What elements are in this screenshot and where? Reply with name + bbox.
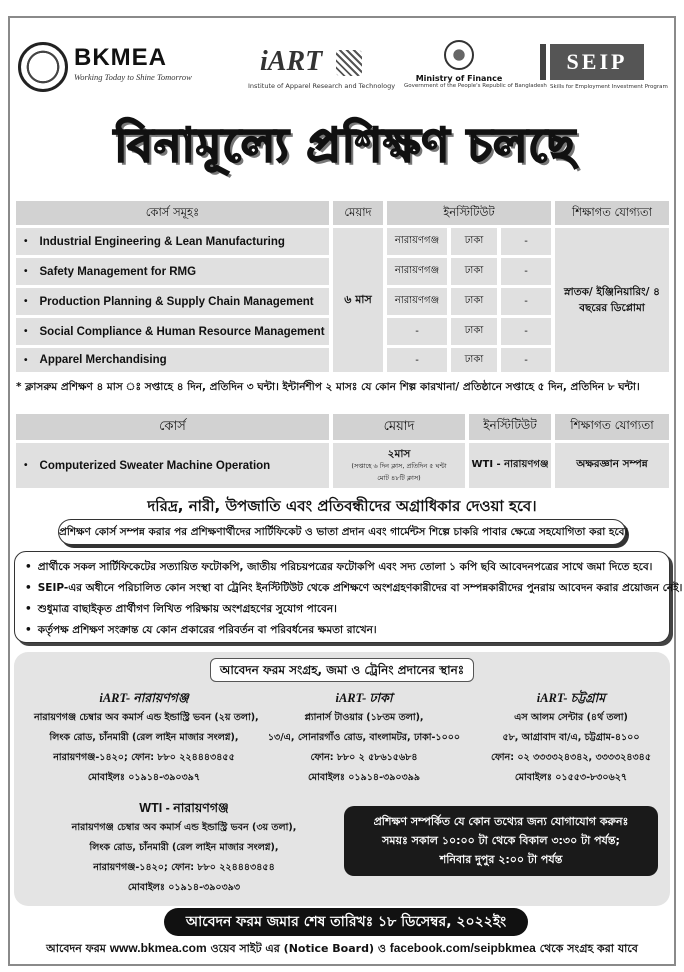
institute-cell: ঢাকা <box>451 258 497 285</box>
bkmea-website-link[interactable]: www.bkmea.com <box>109 941 207 955</box>
schedule-note: * ক্লাসরুম প্রশিক্ষণ ৪ মাস ঃ সপ্তাহে ৪ দিন, প্রতিদিন ৩ ঘন্টা। ইন্টার্নশীপ ২ মাসঃ যে কোন শিল্প কারখানা/ প্রতিষ্ঠানে সপ্তাহে ৫ দিন, প্রতিদিন ৮ ঘন্টা। <box>16 381 640 393</box>
list-item: • SEIP-এর অধীনে পরিচালিত কোন সংস্থা বা ট্রেনিং ইনস্টিটিউট থেকে প্রশিক্ষণে অংশগ্রহণকারীদের বা সম্পন্নকারীদের পুনরায় আবেদন করার প্রয়োজন নেই। <box>25 578 659 599</box>
institute-cell: নারায়ণগঞ্জ <box>387 228 447 255</box>
duration-cell: ৬ মাস <box>333 228 383 372</box>
application-deadline: আবেদন ফরম জমার শেষ তারিখঃ ১৮ ডিসেম্বর, ২০২২ইং <box>164 908 528 936</box>
course-name: Production Planning & Supply Chain Management <box>39 295 314 308</box>
institute-cell: - <box>501 288 551 315</box>
address-wti-narayanganj: WTI - নারায়ণগঞ্জ নারায়ণগঞ্জ চেম্বার অব কমার্স এন্ড ইন্ডাস্ট্রি ভবন (৩য় তলা), লিংক রোড, চাঁনমারী (রেল লাইন মাজার সংলগ্ন), নারায়ণগঞ্জ-১৪২০; ফোন: ৮৮০ ২২৪৪৪৩৪৫৪ মোবাইলঃ ০১৯১৪-৩৯০৩৯৩ <box>71 801 297 893</box>
institute-cell: - <box>387 318 447 345</box>
qualification-cell: স্নাতক/ ইঞ্জিনিয়ারিং/ ৪ বছরের ডিপ্লোমা <box>555 228 669 372</box>
contact-hours-box: প্রশিক্ষণ সম্পর্কিত যে কোন তথ্যের জন্য যোগাযোগ করুনঃ সময়ঃ সকাল ১০:০০ টা থেকে বিকাল ৩:৩০ টা পর্যন্ত; শনিবার দুপুর ২:০০ টা পর্যন্ত <box>344 806 658 876</box>
course-name: Industrial Engineering & Lean Manufacturing <box>39 235 285 248</box>
seip-logo <box>540 44 668 100</box>
iart-logo <box>248 46 396 96</box>
qualification-cell: অক্ষরজ্ঞান সম্পন্ন <box>555 443 669 488</box>
course-name: Apparel Merchandising <box>39 354 167 366</box>
iart-mark-icon <box>336 50 362 76</box>
bkmea-logo <box>18 40 198 96</box>
headline: বিনামূল্যে প্রশিক্ষণ চলছে <box>114 118 576 172</box>
address-iart-dhaka: iART- ঢাকা প্ল্যানার্স টাওয়ার (১৮তম তলা), ১৩/এ, সোনারগাঁও রোড, বাংলামটর, ঢাকা-১০০০ ফোন: ৮৮০ ২ ৫৮৬১৫৬৮৪ মোবাইলঃ ০১৯১৪-৩৯০৩৯৯ <box>267 691 461 783</box>
government-emblem-icon <box>444 40 474 70</box>
duration-detail: (সপ্তাহে ৬ দিন ক্লাস, প্রতিদিন ৫ ঘন্টা <box>351 461 447 470</box>
col-header-course: কোর্স সমূহঃ <box>16 201 329 225</box>
benefit-statement: প্রশিক্ষণ কোর্স সম্পন্ন করার পর প্রশিক্ষণার্থীদের সার্টিফিকেট ও ভাতা প্রদান এবং গার্মেন্টস শিল্পে চাকরি পাবার ক্ষেত্রে সহযোগিতা করা হবে। <box>58 519 626 545</box>
institute-cell: ঢাকা <box>451 288 497 315</box>
priority-statement: দরিদ্র, নারী, উপজাতি এবং প্রতিবন্ধীদের অগ্রাধিকার দেওয়া হবে। <box>147 497 537 515</box>
col-header-qualification: শিক্ষাগত যোগ্যতা <box>555 201 669 225</box>
footer-note: আবেদন ফরম www.bkmea.com ওয়েব সাইট এর (Notice Board) ও facebook.com/seipbkmea থেকে সংগ্রহ করা যাবে <box>46 941 638 955</box>
col-header-duration: মেয়াদ <box>333 201 383 225</box>
col-header-institute: ইনস্টিটিউট <box>469 414 551 440</box>
col-header-course: কোর্স <box>16 414 329 440</box>
col-header-duration: মেয়াদ <box>333 414 465 440</box>
list-item: • শুধুমাত্র বাছাইকৃত প্রার্থীগণ লিখিত পরিক্ষায় অংশগ্রহণের সুযোগ পাবেন। <box>25 599 659 620</box>
table-row: • Apparel Merchandising <box>16 348 329 372</box>
institute-cell: - <box>501 258 551 285</box>
institute-cell: - <box>501 228 551 255</box>
institute-cell: - <box>501 318 551 345</box>
facebook-page-link[interactable]: facebook.com/seipbkmea <box>389 941 536 955</box>
table-row: • Safety Management for RMG <box>16 258 329 285</box>
institute-cell: ঢাকা <box>451 228 497 255</box>
address-section-title: আবেদন ফরম সংগ্রহ, জমা ও ট্রেনিং প্রদানের স্থানঃ <box>210 658 474 682</box>
duration-main: ২মাস <box>387 447 411 460</box>
table-row: • Computerized Sweater Machine Operation <box>16 443 329 488</box>
iart-subtitle: Institute of Apparel Research and Technology <box>248 82 396 90</box>
duration-detail: মোট ৪৮টি ক্লাস) <box>377 473 421 482</box>
duration-cell <box>333 443 465 488</box>
course-name: Safety Management for RMG <box>39 265 197 278</box>
table-row: • Production Planning & Supply Chain Management <box>16 288 329 315</box>
address-iart-narayanganj: iART- নারায়ণগঞ্জ নারায়ণগঞ্জ চেম্বার অব কমার্স এন্ড ইন্ডাস্ট্রি ভবন (২য় তলা), লিংক রোড, চাঁনমারী (রেল লাইন মাজার সংলগ্ন), নারায়ণগঞ্জ-১৪২০; ফোন: ৮৮০ ২২৪৪৪৩৪৫৫ মোবাইলঃ ০১৯১৪-৩৯০৩৯৭ <box>34 691 259 783</box>
iart-name: iART <box>260 46 323 77</box>
institute-cell: নারায়ণগঞ্জ <box>387 258 447 285</box>
list-item: • প্রার্থীকে সকল সার্টিফিকেটের সত্যায়িত ফটোকপি, জাতীয় পরিচয়পত্রের ফটোকপি এবং সদ্য তোলা ১ কপি ছবি আবেদনপত্রের সাথে জমা দিতে হবে। <box>25 557 659 578</box>
course-name: Computerized Sweater Machine Operation <box>39 459 271 472</box>
institute-cell: ঢাকা <box>451 348 497 372</box>
address-iart-chattogram: iART- চট্টগ্রাম এস আলম সেন্টার (৪র্থ তলা) ৫৮, আগ্রাবাদ বা/এ, চট্টগ্রাম-৪১০০ ফোন: ০২ ৩৩৩৩২৪৩৪২, ৩৩৩৩২৪৩৪৫ মোবাইলঃ ০১৫৫৩-৮৩০৬২৭ <box>490 691 652 783</box>
institute-cell: নারায়ণগঞ্জ <box>387 288 447 315</box>
institute-cell: - <box>501 348 551 372</box>
ministry-subtitle: Government of the People's Republic of Bangladesh <box>404 83 547 89</box>
ministry-logo <box>404 40 547 102</box>
bkmea-tagline: Working Today to Shine Tomorrow <box>74 72 192 82</box>
col-header-qualification: শিক্ষাগত যোগ্যতা <box>555 414 669 440</box>
course-name: Social Compliance & Human Resource Management <box>39 325 325 338</box>
list-item: • কর্তৃপক্ষ প্রশিক্ষণ সংক্রান্ত যে কোন প্রকারের পরিবর্তন বা পরিবর্ধনের ক্ষমতা রাখেন। <box>25 620 659 641</box>
institute-cell: - <box>387 348 447 372</box>
bkmea-seal-icon <box>18 42 68 92</box>
ministry-name: Ministry of Finance <box>415 74 503 83</box>
seip-name: SEIP <box>550 44 644 80</box>
col-header-institute: ইনস্টিটিউট <box>387 201 551 225</box>
bkmea-name: BKMEA <box>74 44 167 71</box>
seip-subtitle: Skills for Employment Investment Program <box>550 84 668 90</box>
table-row: • Industrial Engineering & Lean Manufacturing <box>16 228 329 255</box>
requirements-list <box>14 551 683 643</box>
institute-cell: ঢাকা <box>451 318 497 345</box>
table-row: • Social Compliance & Human Resource Management <box>16 318 329 345</box>
institute-cell: WTI - নারায়ণগঞ্জ <box>469 443 551 488</box>
